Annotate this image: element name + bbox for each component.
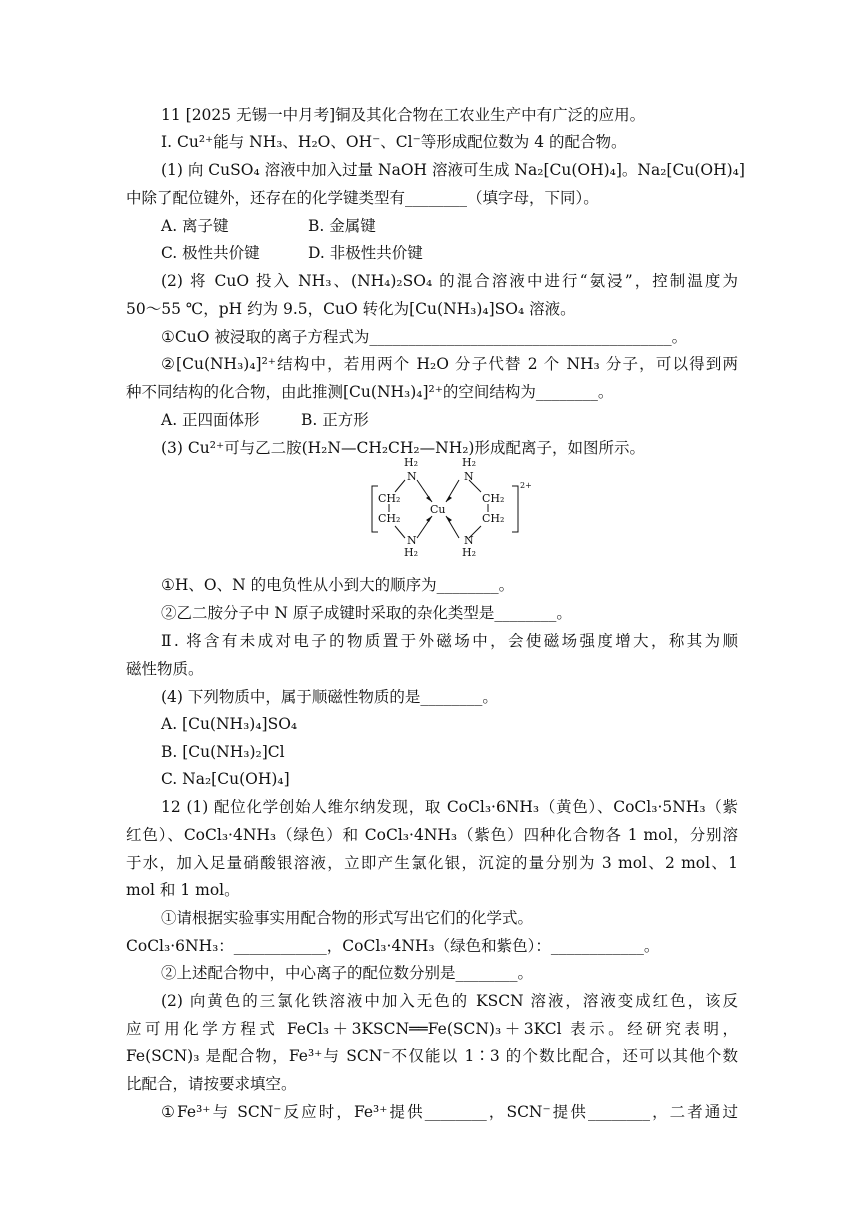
nitrogen-label: N xyxy=(464,534,474,547)
q4-text: (4) 下列物质中，属于顺磁性物质的是________。 xyxy=(161,688,498,706)
part-1-intro: Ⅰ. Cu²⁺能与 NH₃、H₂O、OH⁻、Cl⁻等形成配位数为 4 的配合物。 xyxy=(161,133,627,151)
nitrogen-label: N xyxy=(407,534,417,547)
q4-option-b: B. [Cu(NH₃)₂]Cl xyxy=(161,743,285,761)
q2-sub-1: ①CuO 被浸取的离子方程式为_______________________________________。 xyxy=(161,328,688,346)
q2-options xyxy=(161,409,738,431)
h2-label: H₂ xyxy=(404,546,419,559)
question-12-text-cont: 红色）、CoCl₃·4NH₃（绿色）和 CoCl₃·4NH₃（紫色）四种化合物各 1 mol，分别溶 xyxy=(126,826,738,844)
option-a: A. 正四面体形 xyxy=(161,411,260,429)
ch2-label: CH₂ xyxy=(482,492,505,505)
part-2-intro: Ⅱ. 将含有未成对电子的物质置于外磁场中，会使磁场强度增大，称其为顺 xyxy=(161,632,738,650)
q12-part-2-sub-1: ①Fe³⁺与 SCN⁻反应时，Fe³⁺提供________，SCN⁻提供________，二者通过 xyxy=(161,1103,738,1121)
option-a: A. 离子键 xyxy=(161,217,229,235)
question-12-text-cont: mol 和 1 mol。 xyxy=(126,881,240,899)
ch2-label: CH₂ xyxy=(378,512,401,525)
q1-options-row-1 xyxy=(161,215,738,237)
nitrogen-label: N xyxy=(464,470,474,483)
question-12-text: 12 (1) 配位化学创始人维尔纳发现，取 CoCl₃·6NH₃（黄色）、CoCl₃·5NH₃（紫 xyxy=(161,798,738,816)
q3-sub-2: ②乙二胺分子中 N 原子成键时采取的杂化类型是________。 xyxy=(161,604,572,622)
q2-text-cont: 50～55 ℃，pH 约为 9.5，CuO 转化为[Cu(NH₃)₄]SO₄ 溶液。 xyxy=(126,300,576,318)
q2-sub-2: ②[Cu(NH₃)₄]²⁺结构中，若用两个 H₂O 分子代替 2 个 NH₃ 分子，可以得到两 xyxy=(161,355,738,373)
option-b: B. 正方形 xyxy=(301,411,369,429)
option-c: C. 极性共价键 xyxy=(161,244,260,262)
ch2-label: CH₂ xyxy=(482,512,505,525)
q12-sub-1-answer-line: CoCl₃·6NH₃：____________，CoCl₃·4NH₃（绿色和紫色）：____________。 xyxy=(126,937,660,955)
q12-sub-1: ①请根据实验事实用配合物的形式写出它们的化学式。 xyxy=(161,909,534,927)
q2-sub-2-cont: 种不同结构的化合物，由此推测[Cu(NH₃)₄]²⁺的空间结构为________。 xyxy=(126,383,614,401)
q12-part-2-text: (2) 向黄色的三氯化铁溶液中加入无色的 KSCN 溶液，溶液变成红色，该反 xyxy=(161,992,738,1010)
q4-option-a: A. [Cu(NH₃)₄]SO₄ xyxy=(161,715,298,733)
copper-ethylenediamine-complex-diagram xyxy=(362,456,542,560)
question-11-intro: 11 [2025 无锡一中月考]铜及其化合物在工农业生产中有广泛的应用。 xyxy=(161,106,646,124)
option-b: B. 金属键 xyxy=(308,217,376,235)
q12-sub-2: ②上述配合物中，中心离子的配位数分别是________。 xyxy=(161,964,534,982)
q1-text-cont: 中除了配位键外，还存在的化学键类型有________（填字母，下同）。 xyxy=(126,189,599,207)
h2-label: H₂ xyxy=(404,456,419,469)
h2-label: H₂ xyxy=(462,546,477,559)
q12-part-2-text-cont: 比配合，请按要求填空。 xyxy=(126,1075,297,1093)
q12-part-2-text-cont: 应可用化学方程式 FeCl₃＋3KSCN══Fe(SCN)₃＋3KCl 表示。经研究表明， xyxy=(126,1020,738,1038)
q4-option-c: C. Na₂[Cu(OH)₄] xyxy=(161,770,290,788)
ch2-label: CH₂ xyxy=(378,492,401,505)
q1-text: (1) 向 CuSO₄ 溶液中加入过量 NaOH 溶液可生成 Na₂[Cu(OH)₄]。Na₂[Cu(OH)₄] xyxy=(161,161,745,179)
h2-label: H₂ xyxy=(462,456,477,469)
charge-label: 2+ xyxy=(520,481,532,490)
q3-sub-1: ①H、O、N 的电负性从小到大的顺序为________。 xyxy=(161,576,515,594)
q12-part-2-text-cont: Fe(SCN)₃ 是配合物，Fe³⁺与 SCN⁻不仅能以 1∶3 的个数比配合，还可以其他个数 xyxy=(126,1047,738,1065)
question-12-text-cont: 于水，加入足量硝酸银溶液，立即产生氯化银，沉淀的量分别为 3 mol、2 mol、1 xyxy=(126,854,738,872)
option-d: D. 非极性共价键 xyxy=(308,244,423,262)
nitrogen-label: N xyxy=(407,470,417,483)
part-2-intro-cont: 磁性物质。 xyxy=(126,660,204,678)
q3-text: (3) Cu²⁺可与乙二胺(H₂N—CH₂CH₂—NH₂)形成配离子，如图所示。 xyxy=(161,439,645,457)
q2-text: (2) 将 CuO 投入 NH₃、(NH₄)₂SO₄ 的混合溶液中进行“氨浸”，控制温度为 xyxy=(161,272,738,290)
copper-label: Cu xyxy=(430,503,446,516)
q1-options-row-2 xyxy=(161,242,738,264)
